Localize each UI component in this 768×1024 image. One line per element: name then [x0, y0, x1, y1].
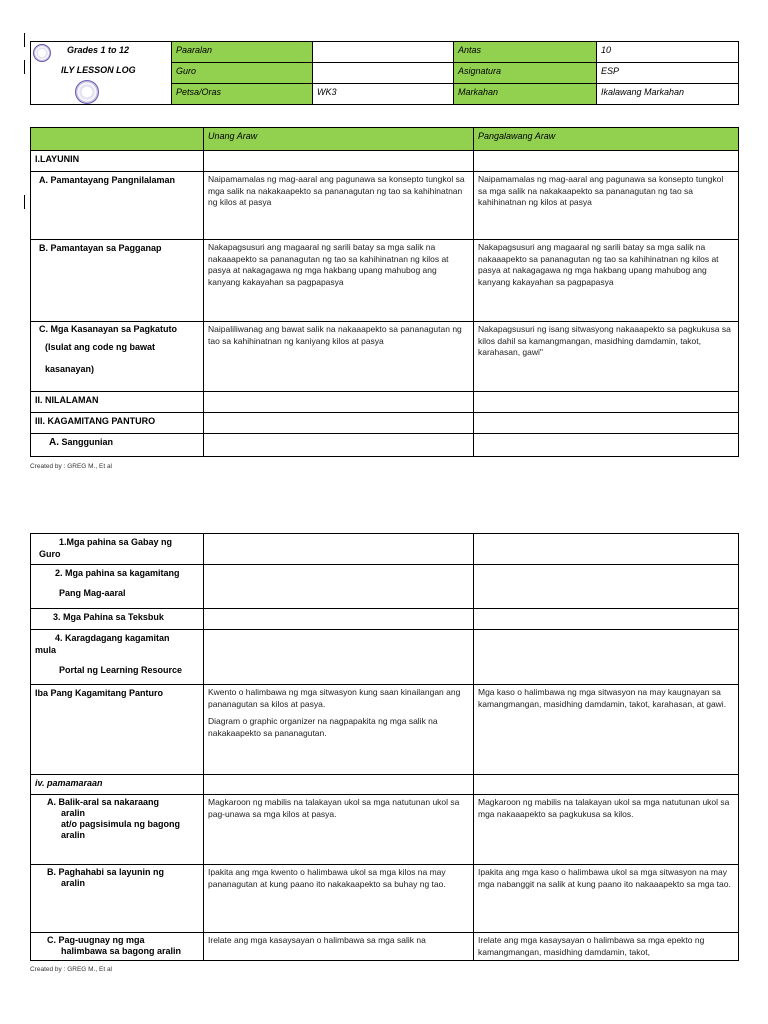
- paghahabi-line2: aralin: [61, 878, 86, 888]
- pag-uugnay-label: C. Pag-uugnay ng mga: [47, 935, 145, 945]
- guro-label: Guro: [172, 63, 313, 84]
- markahan-label: Markahan: [454, 84, 597, 105]
- pamantayang-pangnilalaman-label: A. Pamantayang Pangnilalaman: [31, 172, 204, 240]
- asignatura-label: Asignatura: [454, 63, 597, 84]
- paghahabi-day1[interactable]: Ipakita ang mga kwento o halimbawa ukol sa mga kilos na may pananagutan at kung paano ito nakakaapekto sa buhay ng tao.: [204, 865, 474, 933]
- paghahabi-label: B. Paghahabi sa layunin ng: [47, 867, 165, 877]
- paghahabi-day2[interactable]: Ipakita ang mga kaso o halimbawa ukol sa mga sitwasyon na may mga nabanggit na salik at kung paano ito nakaaapekto sa mga tao.: [474, 865, 739, 933]
- school-logo-cell: [31, 42, 172, 105]
- footer-credit-2: Created by : GREG M., Et al: [30, 966, 112, 973]
- kasanayan-label: C. Mga Kasanayan sa Pagkatuto: [39, 324, 178, 334]
- iba-pang-day1-text-b: Diagram o graphic organizer na nagpapakita ng mga salik na nakakaapekto sa pananagutan.: [208, 716, 438, 738]
- nilalaman-label: II. NILALAMAN: [31, 392, 204, 413]
- lesson-table-2: [30, 533, 739, 961]
- dll-title: ILY LESSON LOG: [61, 65, 136, 75]
- pamantayan-pagganap-day1[interactable]: Nakapagsusuri ang magaaral ng sarili batay sa mga salik na nakaaapekto sa pananagutan ng tao sa kahihinatnan ng kilos at pasya at nakagagawa ng mga hakbang upang mahubog ang kanyang kakayahan sa pagpapasya: [204, 240, 474, 322]
- kagamitan-label: III. KAGAMITANG PANTURO: [31, 413, 204, 434]
- pamantayan-pagganap-day2[interactable]: Nakapagsusuri ang magaaral ng sarili batay sa mga salik na nakaaapekto sa pananagutan ng tao sa kahihinatnan ng kilos at pasya at nakagagawa ng mga hakbang upang mahubog ang kanyang kakayahan sa pagpapasya: [474, 240, 739, 322]
- iba-pang-day1-text-a: Kwento o halimbawa ng mga sitwasyon kung saan kinailangan ang pananagutan sa kilos at pasya.: [208, 687, 461, 709]
- markahan-value[interactable]: Ikalawang Markahan: [597, 84, 739, 105]
- kasanayan-day2[interactable]: Nakapagsusuri ng isang sitwasyong nakaaapekto sa pagkukusa sa kilos dahil sa kamangmangan, masidhing damdamin, takot, karahasan, gawi": [474, 322, 739, 392]
- portal-label: Portal ng Learning Resource: [59, 665, 183, 675]
- asignatura-value[interactable]: ESP: [597, 63, 739, 84]
- kagamitang-label: 2. Mga pahina sa kagamitang: [55, 568, 180, 578]
- sanggunian-label: Sanggunian: [61, 437, 114, 447]
- balik-aral-line3: at/o pagsisimula ng bagong: [61, 819, 181, 829]
- iba-pang-day1[interactable]: [204, 685, 474, 775]
- kasanayan-day1[interactable]: Naipaliliwanag ang bawat salik na nakaaapekto sa pananagutan ng tao sa kahihinatnan ng kaniyang kilos at pasya: [204, 322, 474, 392]
- gabay-cell: [31, 534, 204, 565]
- karagdagang-sub: mula: [35, 645, 57, 655]
- paaralan-label: Paaralan: [172, 42, 313, 63]
- balik-aral-label: A. Balik-aral sa nakaraang: [47, 797, 160, 807]
- gabay-sub: Guro: [39, 549, 61, 559]
- pag-uugnay-day1[interactable]: Irelate ang mga kasaysayan o halimbawa sa mga salik na: [204, 933, 474, 961]
- balik-aral-cell: [31, 795, 204, 865]
- text-cursor: [24, 195, 25, 209]
- text-cursor: [24, 60, 25, 74]
- teksbuk-label: 3. Mga Pahina sa Teksbuk: [31, 609, 204, 630]
- petsa-label: Petsa/Oras: [172, 84, 313, 105]
- pamantayang-pangnilalaman-day1[interactable]: Naipamamalas ng mag-aaral ang pagunawa sa konsepto tungkol sa mga salik na nakakaapekto sa pananagutan ng tao sa kahihinatnan ng kilos at pasya: [204, 172, 474, 240]
- balik-aral-line4: aralin: [61, 830, 86, 840]
- day2-header: Pangalawang Araw: [474, 128, 739, 151]
- header-table: [30, 41, 739, 105]
- grades-label: Grades 1 to 12: [67, 45, 130, 55]
- text-cursor: [24, 33, 25, 47]
- sanggunian-cell: [31, 434, 204, 457]
- pag-uugnay-cell: [31, 933, 204, 961]
- layunin-label: I.LAYUNIN: [31, 151, 204, 172]
- kasanayan-sub1: (Isulat ang code ng bawat: [45, 342, 156, 352]
- pamantayang-pangnilalaman-day2[interactable]: Naipamamalas ng mag-aaral ang pagunawa sa konsepto tungkol sa mga salik na nakakaapekto sa pananagutan ng tao sa kahihinatnan ng kilos at pasya: [474, 172, 739, 240]
- deped-logo-icon: [75, 80, 99, 104]
- karagdagang-cell: [31, 630, 204, 685]
- balik-aral-day1[interactable]: Magkaroon ng mabilis na talakayan ukol sa mga natutunan ukol sa pag-unawa sa mga kilos at pasya.: [204, 795, 474, 865]
- guro-value[interactable]: [313, 63, 454, 84]
- iba-pang-day2[interactable]: Mga kaso o halimbawa ng mga sitwasyon na may kaugnayan sa kamangmangan, masidhing damdamin, takot, karahasan, at gawi.: [474, 685, 739, 775]
- pag-uugnay-line2: halimbawa sa bagong aralin: [61, 946, 182, 956]
- iba-pang-kagamitan-label: Iba Pang Kagamitang Panturo: [31, 685, 204, 775]
- kagamitang-sub: Pang Mag-aaral: [59, 588, 126, 598]
- balik-aral-line2: aralin: [61, 808, 86, 818]
- kasanayan-cell: [31, 322, 204, 392]
- petsa-value[interactable]: WK3: [313, 84, 454, 105]
- gabay-label: 1.Mga pahina sa Gabay ng: [59, 537, 173, 547]
- day1-header: Unang Araw: [204, 128, 474, 151]
- paaralan-value[interactable]: [313, 42, 454, 63]
- deped-seal-icon: [33, 44, 51, 62]
- kasanayan-sub2: kasanayan): [45, 364, 95, 374]
- pamantayan-pagganap-label: B. Pamantayan sa Pagganap: [31, 240, 204, 322]
- pamamaraan-label: iv. pamamaraan: [31, 775, 204, 795]
- paghahabi-cell: [31, 865, 204, 933]
- karagdagang-label: 4. Karagdagang kagamitan: [55, 633, 170, 643]
- sanggunian-letter: A.: [49, 437, 59, 448]
- antas-value[interactable]: 10: [597, 42, 739, 63]
- lesson-table-1: [30, 127, 739, 457]
- antas-label: Antas: [454, 42, 597, 63]
- balik-aral-day2[interactable]: Magkaroon ng mabilis na talakayan ukol sa mga natutunan ukol sa mga nakaaapekto sa pagkukusa sa kilos.: [474, 795, 739, 865]
- pag-uugnay-day2[interactable]: Irelate ang mga kasaysayan o halimbawa sa mga epekto ng kamangmangan, masidhing damdamin, takot,: [474, 933, 739, 961]
- footer-credit: Created by : GREG M., Et al: [30, 463, 112, 470]
- kagamitang-cell: [31, 565, 204, 609]
